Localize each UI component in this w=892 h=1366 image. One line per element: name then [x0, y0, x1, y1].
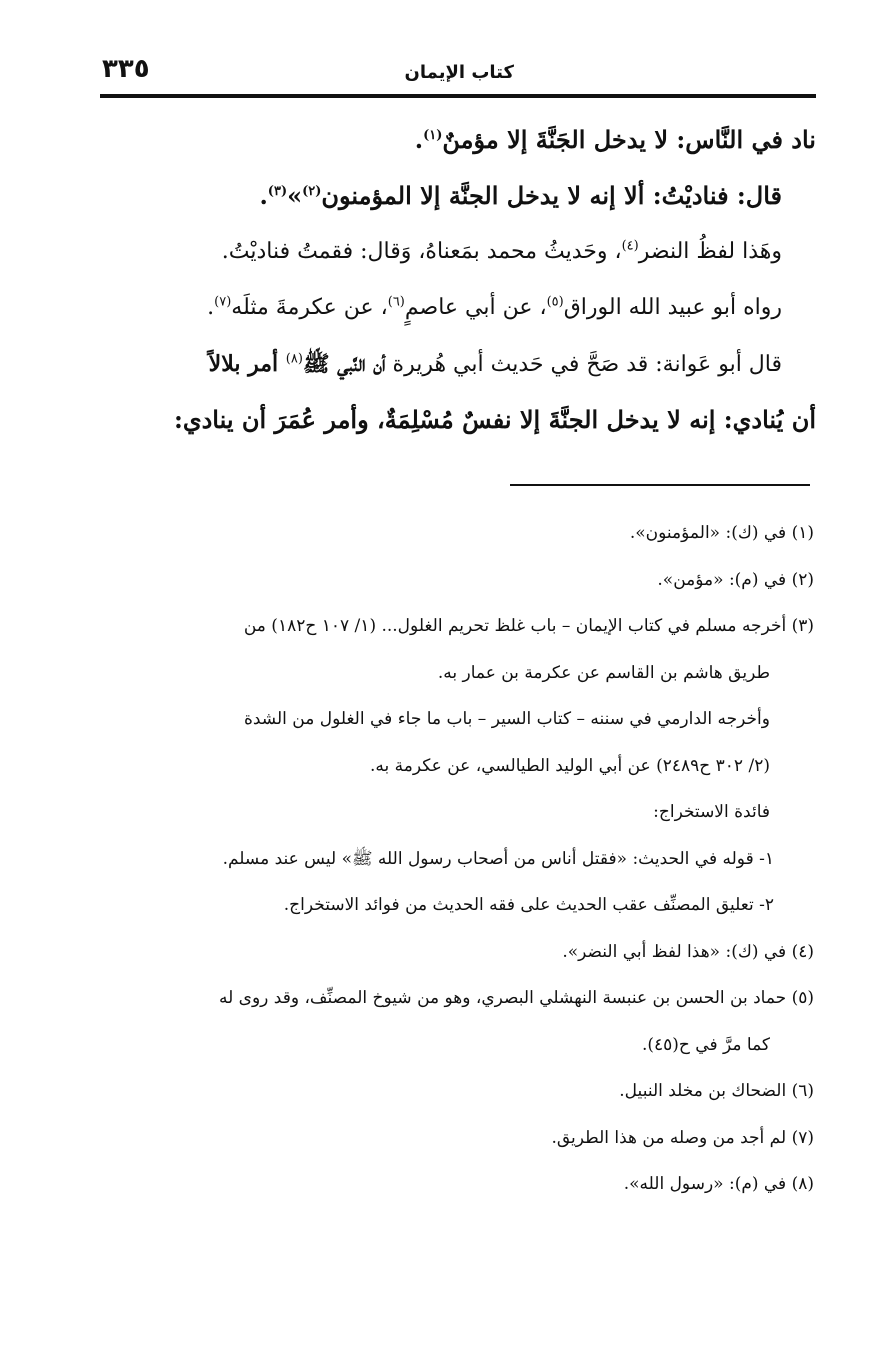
page-header [100, 52, 816, 92]
footnote-ref: (٥) [546, 294, 564, 310]
main-text [96, 112, 816, 448]
footnote-3-list-item: ٢- تعليق المصنِّف عقب الحديث على فقه الحديث من فوائد الاستخراج. [283, 895, 774, 915]
footnote-3-list-item: ١- قوله في الحديث: «فقتل أناس من أصحاب رسول الله ﷺ» ليس عند مسلم. [222, 848, 774, 869]
page-number: ٣٣٥ [102, 54, 150, 84]
footnote-6: (٦) الضحاك بن مخلد النبيل. [619, 1081, 814, 1101]
footnote-5: (٥) حماد بن الحسن بن عنبسة النهشلي البصري، وهو من شيوخ المصنِّف، وقد روى له [218, 988, 814, 1008]
footnote-ref: (٧) [214, 294, 232, 310]
footnote-ref: (٨) [285, 351, 303, 367]
footnote-ref: (٤) [621, 238, 639, 254]
header-rule [100, 94, 816, 98]
footnote-3-continuation: (٢/ ٣٠٢ ح٢٤٨٩) عن أبي الوليد الطيالسي، عن عكرمة به. [370, 755, 770, 776]
main-text-line-6: أن يُنادي: إنه لا يدخل الجنَّةَ إلا نفسٌ مُسْلِمَةٌ، وأمر عُمَرَ أن ينادي: [173, 405, 816, 434]
footnote-ref: (٢) [302, 184, 322, 199]
footnote-8: (٨) في (م): «رسول الله». [623, 1174, 814, 1194]
main-text-line-1: ناد في النَّاس: لا يدخل الجَنَّةَ إلا مؤمنٌ$^{(١)}$. [414, 125, 816, 154]
main-text-line-3: وهَذا لفظُ النضر$^{(٤)}$، وحَديثُ محمد بمَعناهُ، وَقال: فقمتُ فناديْتُ. [221, 238, 782, 264]
footnote-3: (٣) أخرجه مسلم في كتاب الإيمان – باب غلظ تحريم الغلول... (١/ ١٠٧ ح١٨٢) من [243, 616, 814, 636]
footnote-ref: (٦) [387, 294, 405, 310]
footnote-2: (٢) في (م): «مؤمن». [657, 569, 814, 590]
footnote-7: (٧) لم أجد من وصله من هذا الطريق. [551, 1127, 814, 1148]
footnote-ref: (١) [423, 128, 443, 143]
chapter-title: كتاب الإيمان [404, 62, 514, 83]
footnote-4: (٤) في (ك): «هذا لفظ أبي النضر». [562, 941, 814, 962]
footnote-ref: (٣) [267, 184, 288, 199]
main-text-line-4: رواه أبو عبيد الله الوراق$^{(٥)}$، عن أبي عاصمٍ$^{(٦)}$، عن عكرمةَ مثلَه$^{(٧)}$. [207, 294, 782, 320]
footnote-3-subheading: فائدة الاستخراج: [653, 802, 770, 822]
footnote-3-continuation: طريق هاشم بن القاسم عن عكرمة بن عمار به. [437, 662, 770, 683]
footnotes [96, 510, 814, 1208]
footnote-5-continuation: كما مرَّ في ح(٤٥). [641, 1034, 770, 1055]
main-text-line-2: قال: فناديْتُ: ألا إنه لا يدخل الجنَّة إلا المؤمنون$^{(٢)}$»$^{(٣)}$. [259, 181, 782, 210]
main-text-line-5: قال أبو عَوانة: قد صَحَّ في حَديث أبي هُريرة أن النَّبي ﷺ$^{(٨)}$ أمر بلالاً [208, 351, 782, 377]
footnote-1: (١) في (ك): «المؤمنون». [629, 523, 814, 543]
footnote-separator [510, 484, 810, 486]
footnote-3-continuation: وأخرجه الدارمي في سننه – كتاب السير – باب ما جاء في الغلول من الشدة [243, 709, 770, 729]
